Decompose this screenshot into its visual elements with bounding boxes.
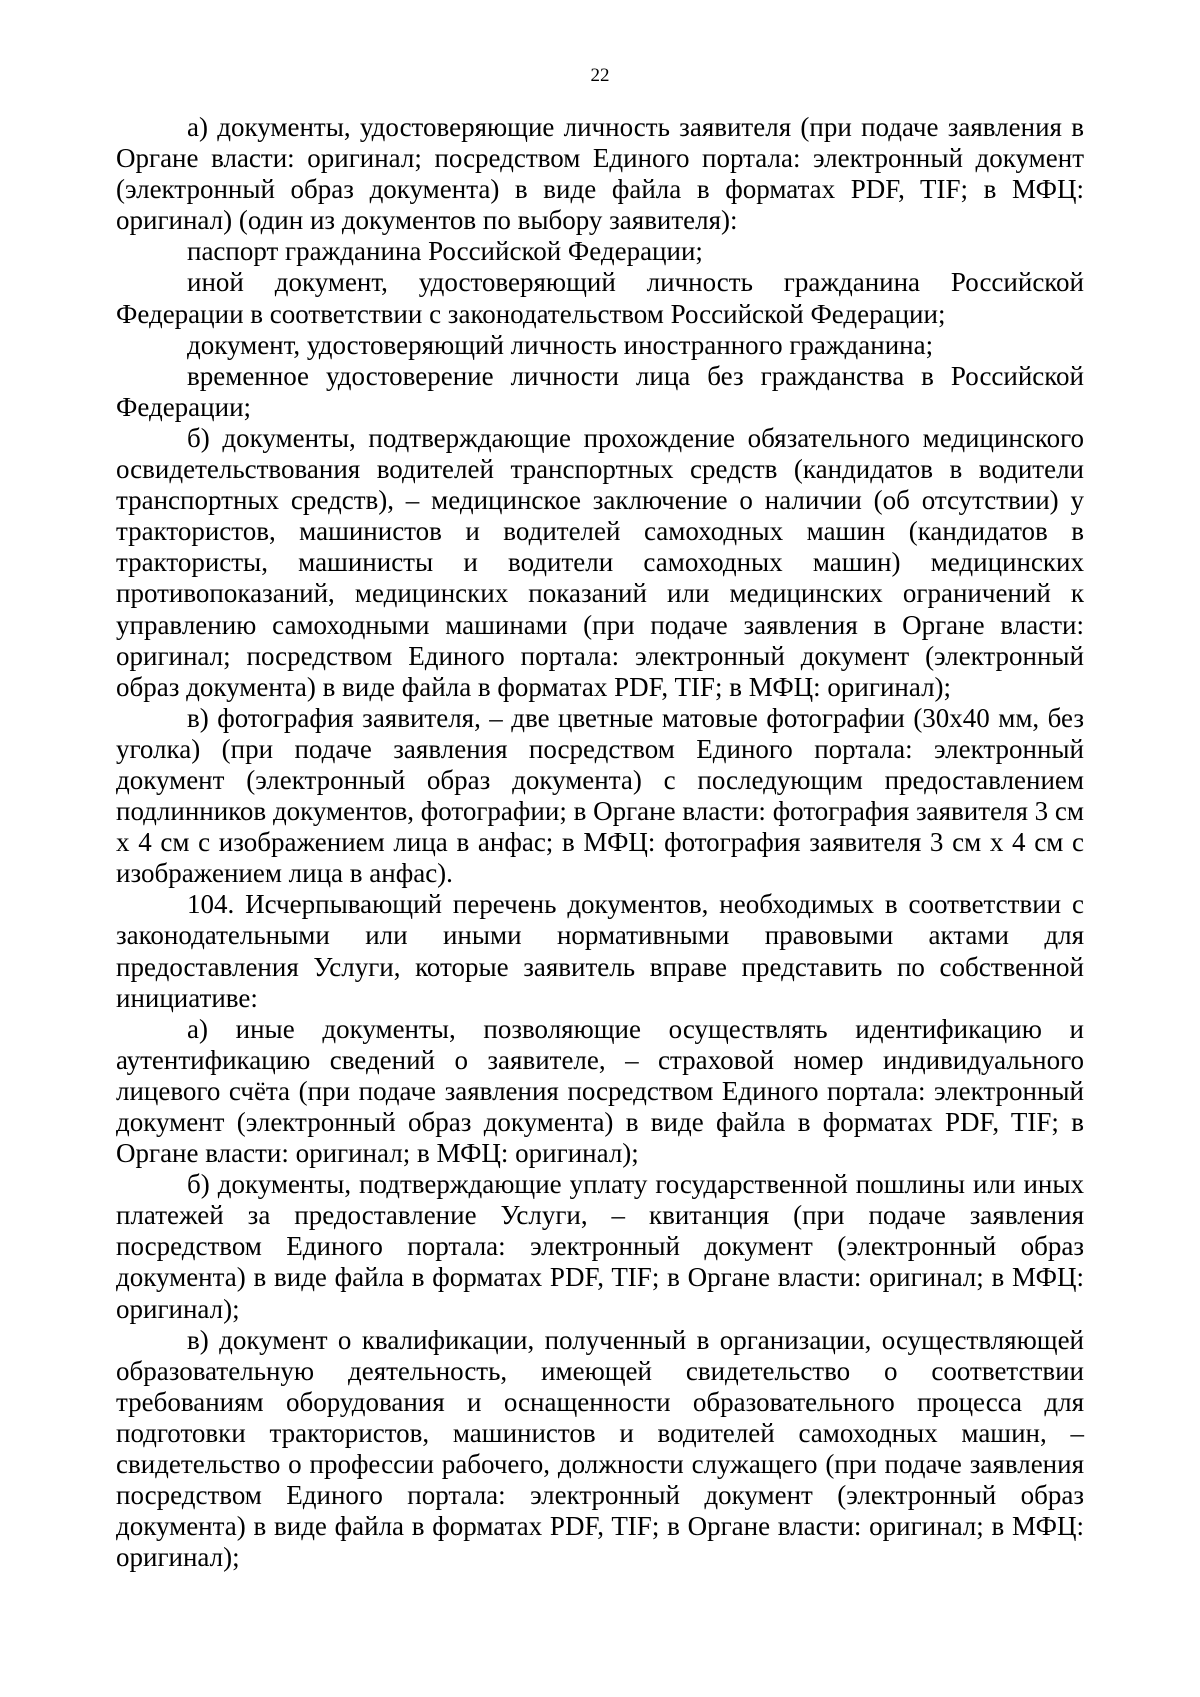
paragraph-medical-documents: б) документы, подтверждающие прохождение обязательного медицинского освидетельствования водителей транспортных средств (кандидатов в водители транспортных средств), – медицинское заключение о наличии (об отсутствии) у трактористов, машинистов и водителей самоходных машин (кандидатов в трактористы, машинисты и водители самоходных машин) медицинских противопоказаний, медицинских показаний или медицинских ограничений к управлению самоходными машинами (при подаче заявления в Органе власти: оригинал; посредством Единого портала: электронный документ (электронный образ документа) в виде файла в форматах PDF, TIF; в МФЦ: оригинал); [116,422,1084,702]
paragraph-qualification-document: в) документ о квалификации, полученный в организации, осуществляющей образовательную деятельность, имеющей свидетельство о соответствии требованиям оборудования и оснащенности образовательного процесса для подготовки трактористов, машинистов и водителей самоходных машин, – свидетельство о профессии рабочего, должности служащего (при подаче заявления посредством Единого портала: электронный документ (электронный образ документа) в виде файла в форматах PDF, TIF; в Органе власти: оригинал; в МФЦ: оригинал); [116,1324,1084,1573]
paragraph-insurance-number: а) иные документы, позволяющие осуществлять идентификацию и аутентификацию сведений о заявителе, – страховой номер индивидуального лицевого счёта (при подаче заявления посредством Единого портала: электронный документ (электронный образ документа) в виде файла в форматах PDF, TIF; в Органе власти: оригинал; в МФЦ: оригинал); [116,1013,1084,1169]
paragraph-passport: паспорт гражданина Российской Федерации; [187,236,703,267]
paragraph-other-identity-document: иной документ, удостоверяющий личность гражданина Российской Федерации в соответствии с законодательством Российской Федерации; [116,267,1084,329]
page-number: 22 [590,65,610,86]
paragraph-104-list: 104. Исчерпывающий перечень документов, необходимых в соответствии с законодательными или иными нормативными правовыми актами для предоставления Услуги, которые заявитель вправе представить по собственной инициативе: [116,889,1084,1013]
paragraph-foreign-citizen-document: документ, удостоверяющий личность иностранного гражданина; [187,329,934,360]
paragraph-identity-documents: а) документы, удостоверяющие личность заявителя (при подаче заявления в Органе власти: оригинал; посредством Единого портала: электронный документ (электронный образ документа) в виде файла в форматах PDF, TIF; в МФЦ: оригинал) (один из документов по выбору заявителя): [116,112,1084,236]
paragraph-photographs: в) фотография заявителя, – две цветные матовые фотографии (30х40 мм, без уголка) (при подаче заявления посредством Единого портала: электронный документ (электронный образ документа) с последующим предоставлением подлинников документов, фотографии; в Органе власти: фотография заявителя 3 см x 4 см с изображением лица в анфас; в МФЦ: фотография заявителя 3 см x 4 см с изображением лица в анфас). [116,702,1084,889]
paragraph-stateless-certificate: временное удостоверение личности лица без гражданства в Российской Федерации; [116,360,1084,422]
document-body [116,112,1084,1573]
paragraph-state-fee-receipt: б) документы, подтверждающие уплату государственной пошлины или иных платежей за предоставление Услуги, – квитанция (при подаче заявления посредством Единого портала: электронный документ (электронный образ документа) в виде файла в форматах PDF, TIF; в Органе власти: оригинал; в МФЦ: оригинал); [116,1169,1084,1324]
document-page [116,64,1084,1573]
